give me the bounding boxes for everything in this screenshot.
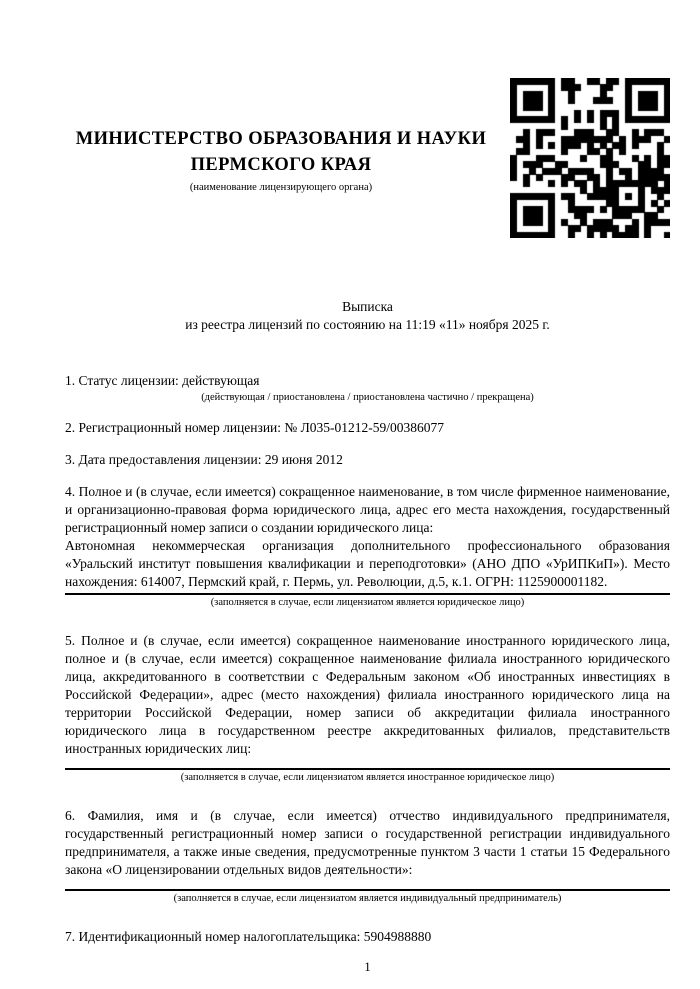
item-6-individual-entrepreneur-info — [65, 807, 670, 906]
item-4-legal-entity-info — [65, 483, 670, 610]
item-label: 4. Полное и (в случае, если имеется) сокращенное наименование, в том числе фирменное наименование, и организационно-правовая форма юридического лица, адрес его места нахождения, государственный регистрационный номер записи о создании юридического лица: — [65, 484, 670, 535]
document-title — [65, 298, 670, 334]
item-3-grant-date — [65, 451, 670, 469]
ministry-name-line2: ПЕРМСКОГО КРАЯ — [190, 155, 372, 175]
item-caption: (заполняется в случае, если лицензиатом является иностранное юридическое лицо) — [180, 772, 555, 783]
item-text: 2. Регистрационный номер лицензии: № Л035-01212-59/00386077 — [65, 420, 445, 435]
ministry-caption: (наименование лицензирующего органа) — [189, 182, 373, 193]
item-caption: (действующая / приостановлена / приостановлена частично / прекращена) — [201, 392, 534, 403]
item-caption: (заполняется в случае, если лицензиатом является индивидуальный предприниматель) — [173, 893, 562, 904]
item-1-license-status — [65, 372, 670, 405]
item-text: 1. Статус лицензии: действующая — [65, 373, 260, 388]
empty-value-space — [65, 879, 670, 887]
item-2-registration-number — [65, 419, 670, 437]
licensing-authority-block — [65, 78, 497, 195]
fill-line — [65, 889, 670, 891]
document-header — [65, 0, 670, 238]
qr-code-icon — [510, 78, 670, 238]
title-line1: Выписка — [342, 299, 393, 314]
fill-line — [65, 768, 670, 770]
item-label: 5. Полное и (в случае, если имеется) сокращенное наименование иностранного юридического лица, полное и (в случае, если имеется) сокращенное наименование филиала иностранного юридического лица, аккредитованного в соответствии с Федеральным законом «Об иностранных инвестициях в Российской Федерации», адрес (место нахождения) филиала иностранного юридического лица на территории Российской Федерации, номер записи об аккредитации филиала иностранного юридического лица в государственном реестре аккредитованных филиалов, представительств иностранных юридических лиц: — [65, 633, 670, 756]
title-line2: из реестра лицензий по состоянию на 11:19 «11» ноября 2025 г. — [185, 317, 550, 332]
item-label: 6. Фамилия, имя и (в случае, если имеется) отчество индивидуального предпринимателя, государственный регистрационный номер записи о государственной регистрации индивидуального предпринимателя, а также иные сведения, предусмотренные пунктом 3 части 1 статьи 15 Федерального закона «О лицензировании отдельных видов деятельности»: — [65, 808, 670, 877]
item-7-taxpayer-number — [65, 928, 670, 946]
item-value: Автономная некоммерческая организация дополнительного профессионального образования «Уральский институт повышения квалификации и переподготовки» (АНО ДПО «УрИПКиП»). Место нахождения: 614007, Пермский край, г. Пермь, ул. Революции, д.5, к.1. ОГРН: 1125900001182. — [65, 538, 670, 589]
empty-value-space — [65, 758, 670, 766]
page-number: 1 — [364, 959, 371, 974]
item-5-foreign-entity-info — [65, 632, 670, 785]
ministry-name-line1: МИНИСТЕРСТВО ОБРАЗОВАНИЯ И НАУКИ — [75, 129, 487, 149]
item-caption: (заполняется в случае, если лицензиатом является юридическое лицо) — [210, 597, 525, 608]
fill-line — [65, 593, 670, 595]
item-text: 7. Идентификационный номер налогоплательщика: 5904988880 — [65, 929, 432, 944]
item-text: 3. Дата предоставления лицензии: 29 июня 2012 — [65, 452, 343, 467]
